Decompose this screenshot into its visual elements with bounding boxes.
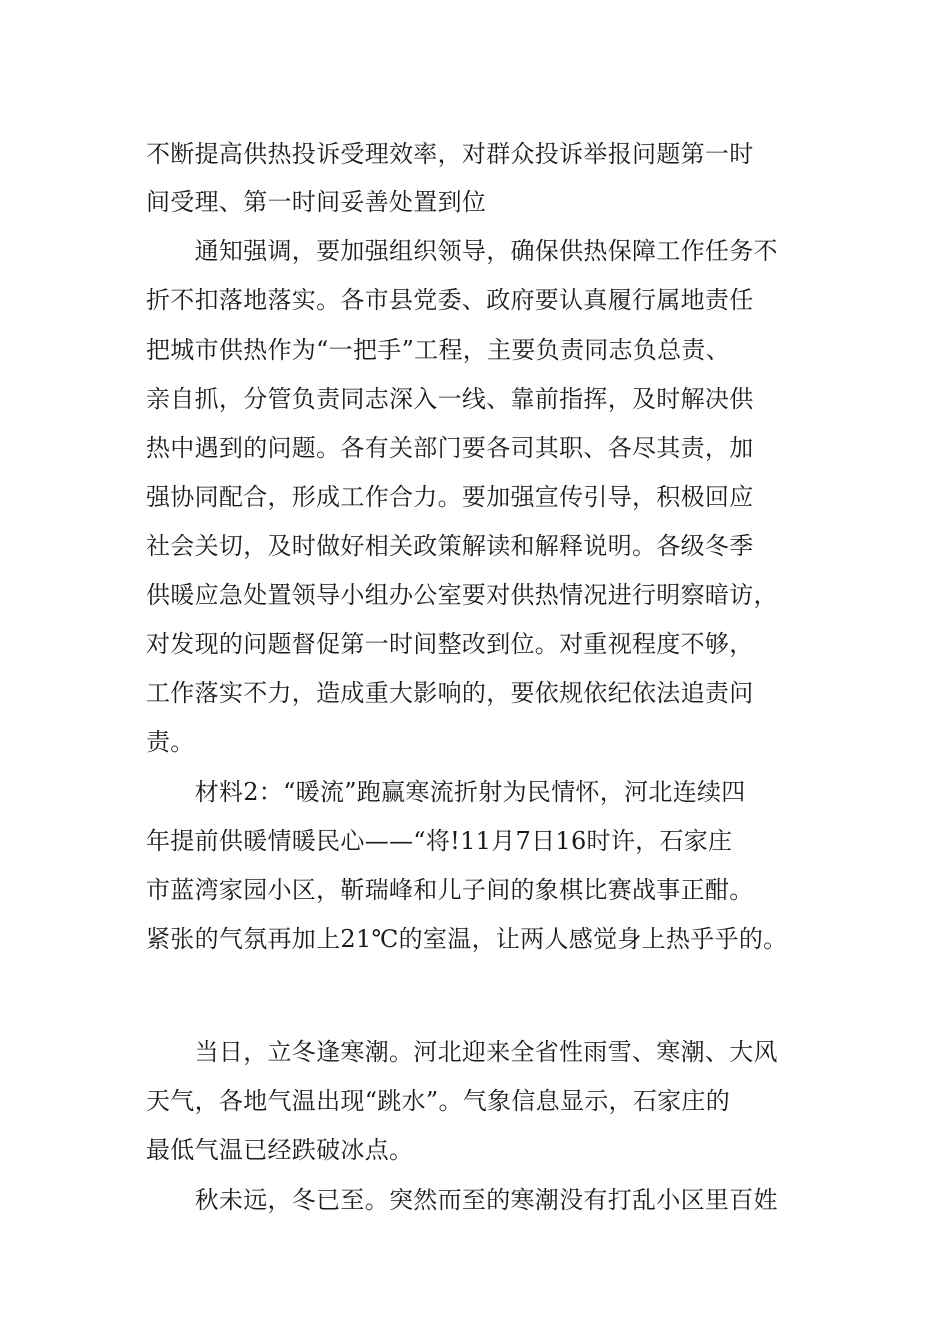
text-line: 社会关切，及时做好相关政策解读和解释说明。各级冬季 xyxy=(146,532,754,560)
text-line: 天气，各地气温出现“跳水”。气象信息显示，石家庄的 xyxy=(146,1087,731,1115)
text-line: 工作落实不力，造成重大影响的，要依规依纪依法追责问 xyxy=(146,679,754,707)
text-line: 最低气温已经跌破冰点。 xyxy=(146,1136,414,1164)
paragraph-start-line: 通知强调，要加强组织领导，确保供热保障工作任务不 xyxy=(146,237,778,265)
text-line: 供暖应急处置领导小组办公室要对供热情况进行明察暗访， xyxy=(146,581,778,609)
text-line: 年提前供暖情暖民心——“将!11月7日16时许，石家庄 xyxy=(146,827,733,855)
text-line: 市蓝湾家园小区，靳瑞峰和儿子间的象棋比赛战事正酣。 xyxy=(146,876,754,904)
text-line: 亲自抓，分管负责同志深入一线、靠前指挥，及时解决供 xyxy=(146,385,754,413)
text-line: 把城市供热作为“一把手”工程，主要负责同志负总责、 xyxy=(146,336,731,364)
text-line: 强协同配合，形成工作合力。要加强宣传引导，积极回应 xyxy=(146,483,754,511)
text-line: 对发现的问题督促第一时间整改到位。对重视程度不够， xyxy=(146,630,754,658)
text-line: 不断提高供热投诉受理效率，对群众投诉举报问题第一时 xyxy=(146,140,754,168)
text-line: 责。 xyxy=(146,728,195,756)
text-line: 间受理、第一时间妥善处置到位 xyxy=(146,188,487,216)
text-line: 热中遇到的问题。各有关部门要各司其职、各尽其责，加 xyxy=(146,434,754,462)
text-line: 折不扣落地落实。各市县党委、政府要认真履行属地责任 xyxy=(146,286,754,314)
paragraph-start-line: 秋未远，冬已至。突然而至的寒潮没有打乱小区里百姓 xyxy=(146,1186,778,1214)
paragraph-start-line: 材料2：“暖流”跑赢寒流折射为民情怀，河北连续四 xyxy=(146,778,746,806)
text-line: 紧张的气氛再加上21℃的室温，让两人感觉身上热乎乎的。 xyxy=(146,925,788,953)
paragraph-start-line: 当日，立冬逢寒潮。河北迎来全省性雨雪、寒潮、大风 xyxy=(146,1038,778,1066)
